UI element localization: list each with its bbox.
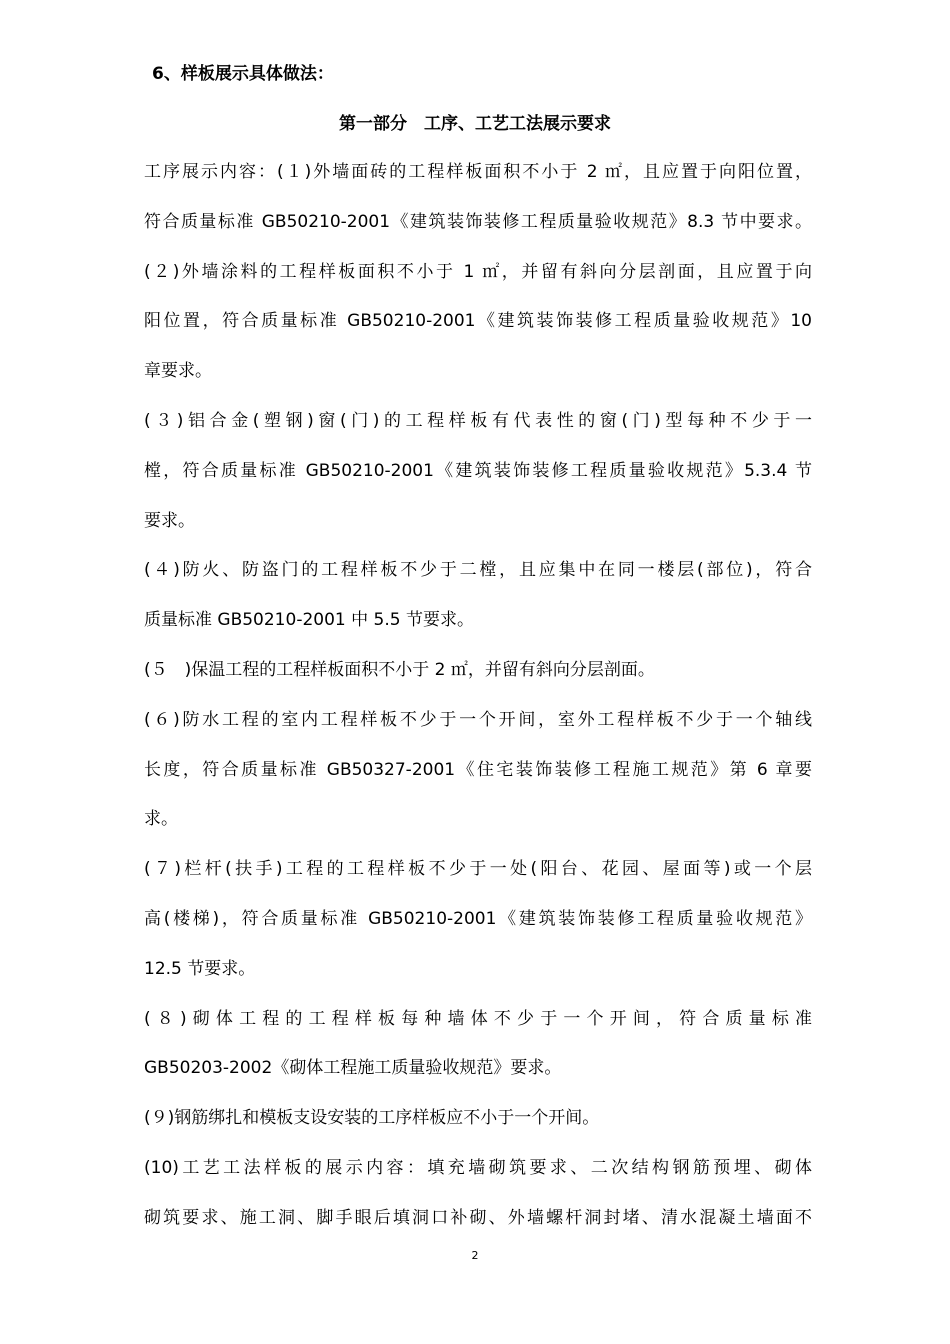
- text-line: 12.5 节要求。: [144, 958, 256, 979]
- text-line: 樘，符合质量标准 GB50210-2001《建筑装饰装修工程质量验收规范》5.3.4 节: [144, 460, 812, 481]
- text-line: 砌筑要求、施工洞、脚手眼后填洞口补砌、外墙螺杆洞封堵、清水混凝土墙面不: [144, 1207, 812, 1228]
- text-line: (８)砌体工程的工程样板每种墙体不少于一个开间，符合质量标准: [144, 1008, 812, 1029]
- body-text: [144, 154, 812, 1250]
- text-line: GB50203-2002《砌体工程施工质量验收规范》要求。: [144, 1058, 562, 1079]
- text-line: 工序展示内容：(１)外墙面砖的工程样板面积不小于 2 ㎡，且应置于向阳位置，: [144, 162, 812, 182]
- text-line: 质量标准 GB50210-2001 中 5.5 节要求。: [144, 610, 474, 631]
- text-line: (４)防火、防盗门的工程样板不少于二樘，且应集中在同一楼层(部位)，符合: [144, 560, 812, 581]
- text-line: 求。: [144, 809, 178, 830]
- page-number: 2: [471, 1249, 479, 1262]
- text-line: (２)外墙涂料的工程样板面积不小于 1 ㎡，并留有斜向分层剖面，且应置于向: [144, 261, 812, 282]
- text-line: (６)防水工程的室内工程样板不少于一个开间，室外工程样板不少于一个轴线: [144, 709, 812, 730]
- text-line: 符合质量标准 GB50210-2001《建筑装饰装修工程质量验收规范》8.3 节中要求。: [144, 211, 812, 232]
- text-line: 高(楼梯)，符合质量标准 GB50210-2001《建筑装饰装修工程质量验收规范》: [144, 908, 812, 929]
- text-line: (５ )保温工程的工程样板面积不小于 2 ㎡，并留有斜向分层剖面。: [144, 659, 655, 680]
- text-line: (10)工艺工法样板的展示内容：填充墙砌筑要求、二次结构钢筋预埋、砌体: [144, 1157, 812, 1178]
- section-heading: 6、样板展示具体做法：: [152, 64, 334, 84]
- text-line: 章要求。: [144, 361, 212, 382]
- text-line: 阳位置，符合质量标准 GB50210-2001《建筑装饰装修工程质量验收规范》10: [144, 311, 812, 332]
- text-line: (７)栏杆(扶手)工程的工程样板不少于一处(阳台、花园、屋面等)或一个层: [144, 859, 812, 880]
- text-line: (９)钢筋绑扎和模板支设安装的工序样板应不小于一个开间。: [144, 1108, 600, 1129]
- part-title: 第一部分 工序、工艺工法展示要求: [339, 114, 611, 134]
- text-line: 要求。: [144, 510, 195, 531]
- text-line: (３)铝合金(塑钢)窗(门)的工程样板有代表性的窗(门)型每种不少于一: [144, 410, 812, 431]
- text-line: 长度，符合质量标准 GB50327-2001《住宅装饰装修工程施工规范》第 6 章要: [144, 759, 812, 780]
